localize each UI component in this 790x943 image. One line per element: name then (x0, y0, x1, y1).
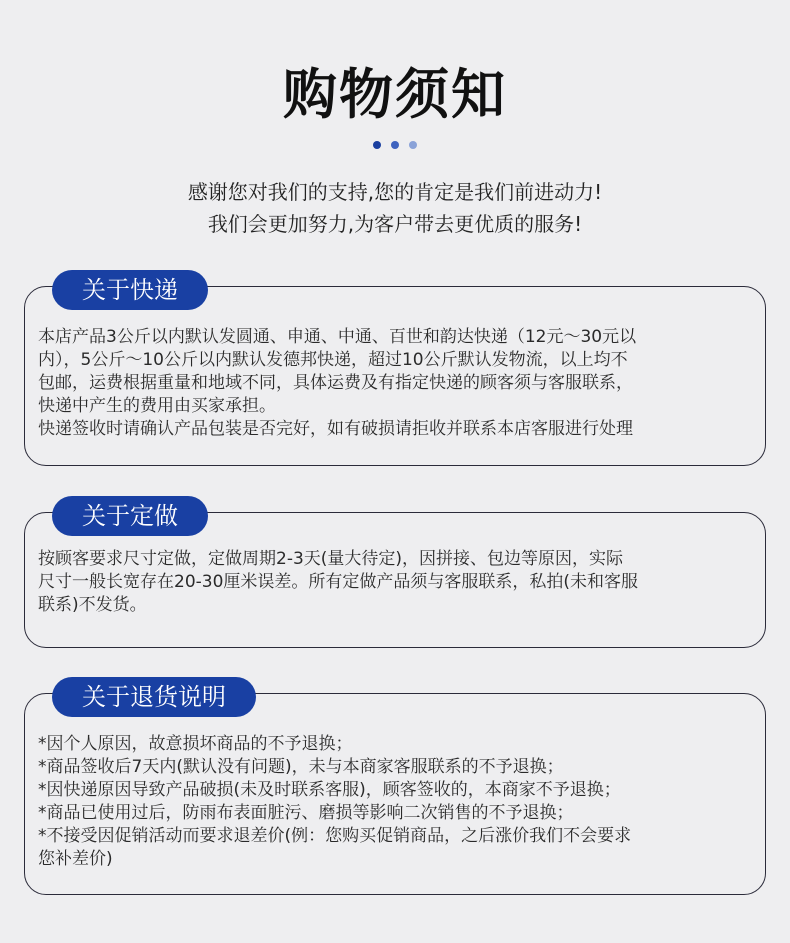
decorative-dots (0, 141, 790, 149)
section-heading: 关于退货说明 (52, 677, 256, 717)
section-line: 快递中产生的费用由买家承担。 (38, 396, 276, 416)
section-heading: 关于定做 (52, 496, 208, 536)
dot-icon (391, 141, 399, 149)
section-line: 快递签收时请确认产品包装是否完好，如有破损请拒收并联系本店客服进行处理 (38, 419, 633, 439)
section-line: *因快递原因导致产品破损(未及时联系客服)，顾客签收的，本商家不予退换； (38, 780, 621, 800)
section-returns (24, 675, 766, 897)
section-shipping (24, 268, 766, 466)
page-title: 购物须知 (283, 63, 507, 126)
section-line: 按顾客要求尺寸定做，定做周期2-3天(量大待定)，因拼接、包边等原因，实际 (38, 549, 624, 569)
section-custom (24, 496, 766, 648)
thanks-line: 感谢您对我们的支持,您的肯定是我们前进动力! (187, 180, 603, 204)
section-line: 内），5公斤～10公斤以内默认发德邦快递，超过10公斤默认发物流，以上均不 (38, 350, 628, 370)
dot-icon (409, 141, 417, 149)
section-line: 联系)不发货。 (38, 595, 147, 615)
section-body (38, 326, 754, 441)
section-line: 尺寸一般长宽存在20-30厘米误差。所有定做产品须与客服联系，私拍(未和客服 (38, 572, 639, 592)
section-line: 本店产品3公斤以内默认发圆通、申通、中通、百世和韵达快递（12元～30元以 (38, 327, 637, 347)
section-body (38, 733, 754, 871)
section-line: *不接受因促销活动而要求退差价(例：您购买促销商品，之后涨价我们不会要求 (38, 826, 632, 846)
section-line: 您补差价) (38, 849, 113, 869)
section-line: *商品签收后7天内(默认没有问题)，未与本商家客服联系的不予退换； (38, 757, 564, 777)
section-body (38, 548, 754, 617)
section-line: *因个人原因，故意损坏商品的不予退换； (38, 734, 353, 754)
section-line: *商品已使用过后，防雨布表面脏污、磨损等影响二次销售的不予退换； (38, 803, 574, 823)
dot-icon (373, 141, 381, 149)
thanks-message (0, 176, 790, 240)
section-line: 包邮，运费根据重量和地域不同，具体运费及有指定快递的顾客须与客服联系， (38, 373, 633, 393)
section-heading: 关于快递 (52, 270, 208, 310)
thanks-line: 我们会更加努力,为客户带去更优质的服务! (207, 212, 583, 236)
